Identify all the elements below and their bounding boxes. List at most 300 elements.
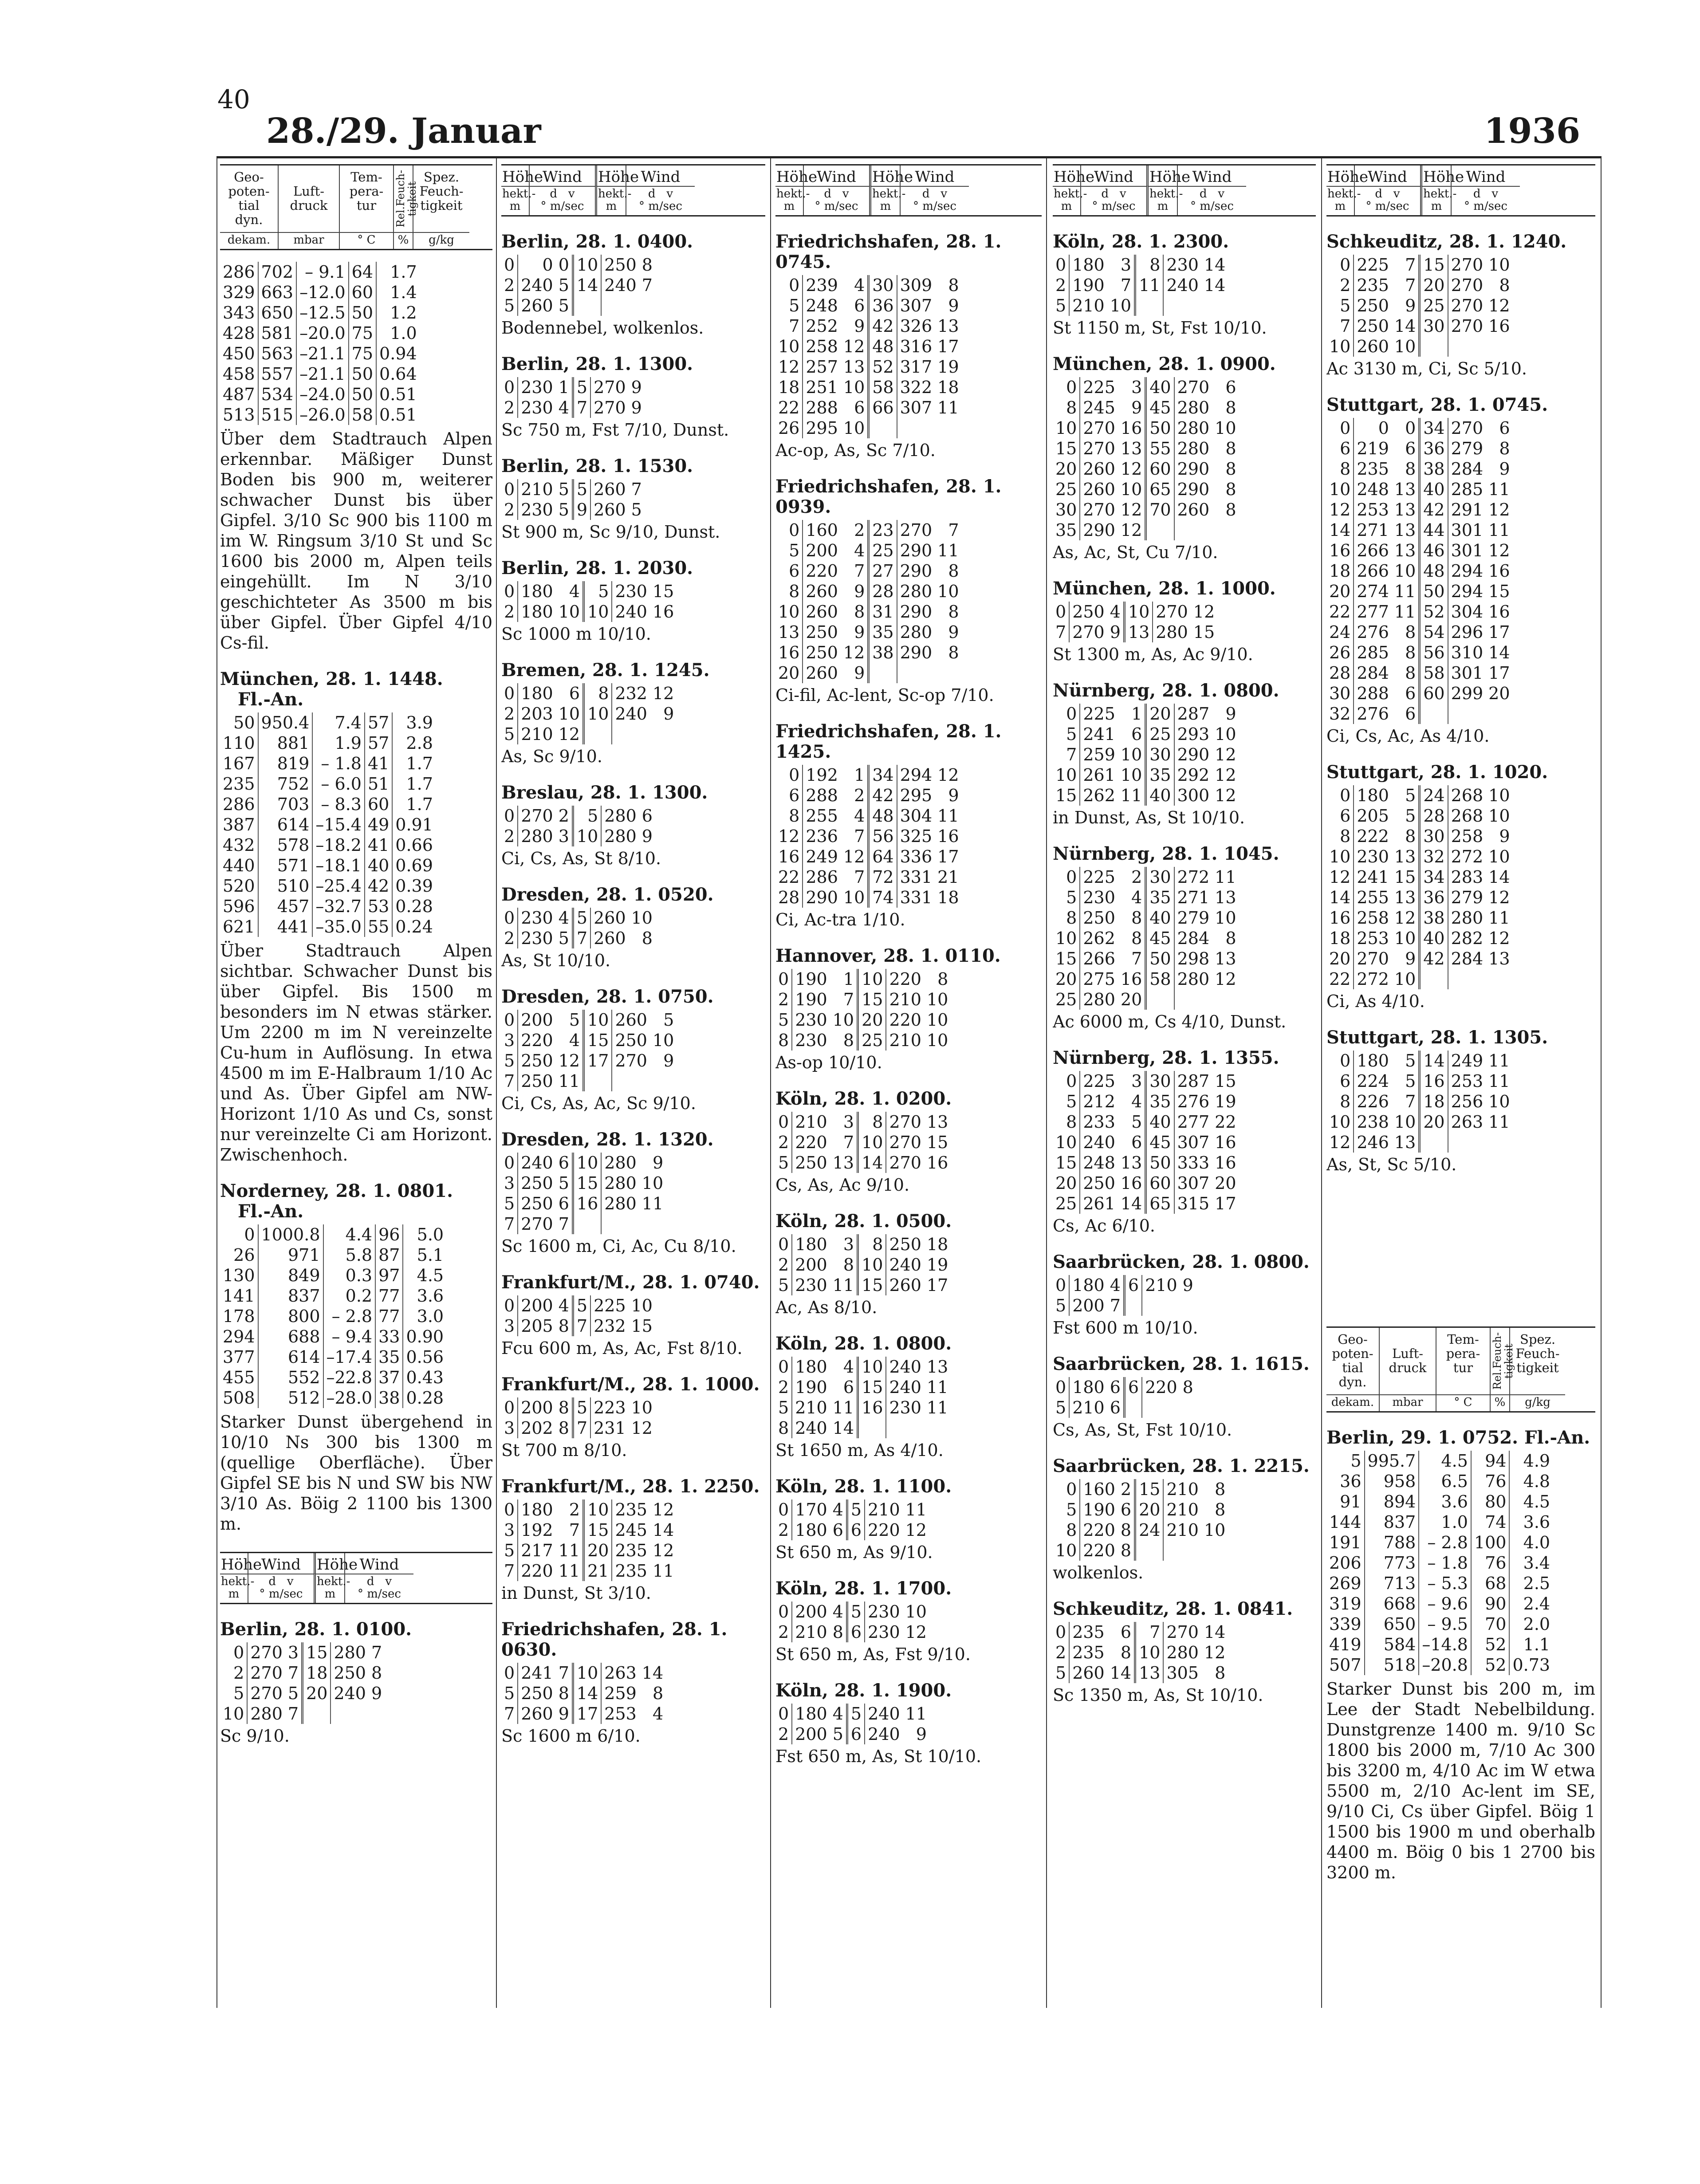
wind-cell: 17 — [573, 1704, 601, 1724]
station-heading: München, 28. 1. 0900. — [1053, 354, 1276, 374]
aero-cell: 40 — [365, 855, 392, 876]
wind-row — [501, 479, 645, 500]
wind-cell: 7 — [1405, 255, 1416, 275]
wind-cell: 260 — [1080, 479, 1118, 500]
weather-note: Ci, Cs, As, Ac, Sc 9/10. — [501, 1094, 696, 1113]
header-temperature: Tem- pera- tur — [340, 165, 394, 232]
wind-row — [1053, 1540, 1228, 1561]
wind-cell: 301 — [1448, 540, 1486, 561]
wind-cell: 14 — [1329, 888, 1351, 907]
wind-cell: 45 — [1146, 1132, 1174, 1153]
wind-cell: 8 — [858, 1234, 886, 1255]
wind-table — [775, 1112, 951, 1173]
wind-cell: 15 — [631, 1316, 653, 1336]
wind-cell: 225 — [1354, 255, 1392, 275]
wind-cell: 225 — [1080, 1071, 1118, 1091]
aero-cell: 3.6 — [1419, 1491, 1471, 1512]
wind-cell: 13 — [937, 316, 959, 336]
weather-note: Ac 6000 m, Cs 4/10, Dunst. — [1053, 1012, 1287, 1031]
wind-cell: 2 — [854, 786, 865, 805]
wind-cell: 10 — [858, 1357, 886, 1377]
wind-cell: 288 — [803, 785, 841, 806]
wind-cell: 287 — [1174, 704, 1212, 724]
wind-cell: 28 — [1329, 663, 1351, 683]
wind-cell: 15 — [1055, 1153, 1077, 1173]
wind-cell: 249 — [803, 846, 841, 867]
wind-cell: 10 — [1120, 480, 1142, 499]
wind-cell: 3 — [504, 1316, 515, 1336]
wind-cell: 15 — [1215, 1071, 1236, 1091]
wind-cell: 12 — [652, 1500, 674, 1519]
wind-cell — [897, 418, 935, 438]
wind-cell: 5 — [832, 1724, 843, 1744]
wind-cell: 200 — [518, 1295, 556, 1316]
aero-cell: 788 — [1365, 1532, 1419, 1553]
wind-cell: 0 — [504, 378, 515, 397]
wind-row — [775, 1418, 951, 1438]
wind-cell: 3 — [558, 826, 569, 846]
wind-cell: 13 — [1120, 1153, 1142, 1173]
wind-cell: 8 — [1340, 826, 1351, 846]
wind-table — [775, 275, 962, 438]
unit-pressure: mbar — [1380, 1394, 1436, 1411]
wind-cell: 5 — [504, 1684, 515, 1703]
wind-cell: 190 — [1069, 275, 1107, 295]
wind-cell: 0 — [1066, 378, 1077, 397]
wind-cell: 11 — [1215, 867, 1236, 887]
wind-cell: 180 — [518, 683, 556, 704]
wind-row — [1053, 1499, 1228, 1520]
aero-cell: 614 — [258, 815, 313, 835]
wind-cell: 203 — [518, 704, 556, 724]
wind-cell: 12 — [1329, 500, 1351, 519]
wind-cell: 2 — [1120, 1480, 1132, 1499]
wind-cell: 20 — [1329, 949, 1351, 968]
wind-row — [1326, 418, 1513, 438]
wind-cell: 10 — [1135, 1642, 1164, 1663]
wind-cell: 15 — [303, 1642, 331, 1663]
aero-cell: 621 — [223, 917, 255, 937]
wind-cell: 7 — [1055, 622, 1066, 642]
wind-cell — [584, 724, 612, 744]
weather-note: Sc 9/10. — [220, 1726, 290, 1746]
wind-cell: 230 — [865, 1622, 903, 1642]
wind-cell: 258 — [1354, 908, 1392, 928]
wind-cell: 13 — [1394, 541, 1416, 560]
wind-cell: 13 — [1120, 439, 1142, 458]
wind-cell: 12 — [1120, 500, 1142, 519]
wind-cell: 6 — [1120, 1622, 1132, 1642]
aero-row — [1326, 1573, 1553, 1594]
wind-cell — [1201, 1540, 1228, 1561]
wind-cell — [369, 1704, 385, 1724]
wind-cell: 11 — [1488, 1071, 1510, 1091]
station-heading: Nürnberg, 28. 1. 1045. — [1053, 843, 1279, 864]
wind-cell: 16 — [1215, 1153, 1236, 1173]
wind-cell: 19 — [926, 1255, 948, 1275]
wind-row — [1326, 867, 1513, 887]
wind-table — [501, 806, 655, 846]
wind-cell: 9 — [652, 1153, 664, 1173]
wind-row — [775, 602, 962, 622]
aero-row — [220, 323, 420, 343]
header-wind: Wind — [1466, 168, 1506, 186]
weather-note: Sc 1000 m 10/10. — [501, 624, 651, 644]
weather-note: As, St 10/10. — [501, 951, 611, 970]
wind-cell: 290 — [803, 887, 841, 908]
wind-row — [1326, 295, 1513, 316]
wind-cell: 260 — [1080, 459, 1118, 479]
wind-cell: 263 — [601, 1663, 639, 1683]
wind-cell: 5 — [778, 1275, 789, 1295]
wind-cell: 260 — [803, 663, 841, 683]
aero-cell: –25.4 — [312, 876, 365, 896]
wind-cell: 15 — [1055, 786, 1077, 805]
wind-table — [501, 479, 645, 520]
aero-cell: 141 — [223, 1286, 255, 1306]
wind-cell: 7 — [504, 1071, 515, 1091]
wind-cell: 180 — [1069, 255, 1107, 275]
column-divider — [1046, 158, 1047, 2008]
unit-height: hekt.- m — [871, 186, 901, 215]
wind-cell: 295 — [803, 418, 841, 438]
wind-cell: 16 — [1488, 561, 1510, 581]
wind-cell: 5 — [1405, 1071, 1416, 1091]
wind-cell: 0 — [504, 1296, 515, 1315]
wind-cell: 6 — [1110, 1398, 1121, 1417]
header-wind: Wind — [248, 1553, 316, 1574]
wind-cell: 190 — [792, 989, 830, 1010]
wind-cell: 13 — [1215, 888, 1236, 907]
aero-cell: 520 — [223, 876, 255, 896]
wind-row — [1053, 969, 1239, 989]
wind-cell: 275 — [1080, 969, 1118, 989]
wind-cell: 280 — [601, 1193, 639, 1214]
wind-cell: 10 — [858, 969, 886, 989]
wind-cell: 220 — [865, 1520, 903, 1540]
aero-cell: 581 — [258, 323, 297, 343]
wind-row — [775, 887, 962, 908]
aero-cell: 0.66 — [392, 835, 436, 855]
wind-cell: 16 — [1215, 1133, 1236, 1152]
wind-row — [501, 602, 677, 622]
wind-cell: 35 — [1146, 1091, 1174, 1112]
aero-cell: 60 — [365, 794, 392, 815]
wind-row — [501, 1316, 655, 1336]
wind-cell: 10 — [843, 888, 865, 907]
aero-cell: 2.8 — [392, 733, 436, 753]
aero-cell: 5.8 — [323, 1245, 376, 1265]
wind-cell: 8 — [1499, 439, 1510, 458]
aero-cell: 35 — [375, 1347, 403, 1367]
aero-row — [220, 896, 436, 917]
wind-cell: 8 — [843, 1031, 854, 1050]
wind-cell: 5 — [504, 1194, 515, 1213]
wind-cell: 8 — [1225, 459, 1236, 479]
station-heading: Dresden, 28. 1. 0750. — [501, 986, 714, 1007]
wind-cell: 248 — [1080, 1153, 1118, 1173]
wind-cell: 284 — [1354, 663, 1392, 683]
aero-row — [220, 835, 436, 855]
wind-cell: 0 — [504, 1500, 515, 1519]
aero-row — [1326, 1491, 1553, 1512]
wind-cell: 4 — [652, 1704, 664, 1724]
column-divider — [1321, 158, 1322, 2008]
wind-cell: 10 — [778, 337, 800, 356]
wind-row — [1053, 1642, 1228, 1663]
weather-note: Ci, Cs, Ac, As 4/10. — [1326, 726, 1490, 746]
station-name: München, 28. 1. 1448. — [220, 668, 443, 689]
aero-cell: 57 — [365, 712, 392, 733]
wind-cell: 7 — [1131, 949, 1142, 968]
wind-cell: 220 — [1080, 1540, 1118, 1561]
header-wind: Wind — [1192, 168, 1232, 186]
wind-cell: 10 — [641, 1173, 664, 1193]
aero-cell: 3.6 — [1509, 1512, 1553, 1532]
aero-cell: 37 — [375, 1367, 403, 1388]
wind-cell: 260 — [1069, 1663, 1107, 1683]
wind-cell: 180 — [792, 1234, 830, 1255]
aero-cell: –28.0 — [323, 1388, 376, 1408]
aero-cell: 2.5 — [1509, 1573, 1553, 1594]
wind-table — [501, 1663, 666, 1724]
wind-cell: 292 — [1174, 765, 1212, 785]
wind-cell: 8 — [1135, 255, 1164, 275]
weather-note: in Dunst, As, St 10/10. — [1053, 808, 1245, 827]
wind-cell: 279 — [1174, 908, 1212, 928]
wind-cell: 258 — [803, 336, 841, 357]
wind-table — [501, 1499, 677, 1581]
wind-table — [1053, 1071, 1239, 1214]
wind-row — [775, 1520, 929, 1540]
wind-cell: 253 — [1354, 928, 1392, 948]
wind-cell: 240 — [518, 275, 556, 295]
wind-row — [1326, 1051, 1513, 1071]
wind-cell: 10 — [1215, 418, 1236, 438]
wind-cell: 11 — [652, 1561, 674, 1581]
wind-cell: 19 — [1215, 1092, 1236, 1111]
wind-cell: 222 — [1354, 826, 1392, 846]
wind-cell: 12 — [631, 1418, 653, 1438]
wind-cell — [650, 724, 677, 744]
column-divider — [496, 158, 497, 2008]
wind-cell: 11 — [1394, 602, 1416, 622]
wind-cell: 317 — [897, 357, 935, 377]
wind-cell: 180 — [792, 1520, 830, 1540]
wind-cell: 18 — [1329, 929, 1351, 948]
aero-cell: 0.90 — [403, 1326, 446, 1347]
column-1 — [220, 164, 492, 1746]
wind-cell: 9 — [631, 378, 642, 397]
wind-cell: 18 — [1329, 561, 1351, 581]
wind-row — [501, 1520, 677, 1540]
wind-cell: 7 — [1120, 275, 1132, 295]
aero-cell: –35.0 — [312, 917, 365, 937]
wind-cell: 8 — [1066, 1520, 1077, 1540]
station-heading: Berlin, 28. 1. 1300. — [501, 354, 693, 374]
wind-cell: 7 — [1135, 1622, 1164, 1642]
aero-row — [220, 712, 436, 733]
wind-cell: 200 — [518, 1010, 556, 1030]
wind-cell: 9 — [948, 786, 959, 805]
wind-cell: 20 — [1329, 582, 1351, 601]
wind-row — [775, 357, 962, 377]
wind-cell: 23 — [869, 520, 897, 540]
wind-cell: 5 — [584, 581, 612, 602]
wind-cell: 219 — [1354, 438, 1392, 459]
wind-cell: 4 — [832, 1704, 843, 1724]
wind-row — [1326, 561, 1513, 581]
wind-cell: 25 — [1146, 724, 1174, 744]
wind-cell: 20 — [1055, 459, 1077, 479]
header-height: Höhe — [316, 1553, 345, 1574]
aero-cell: 1.7 — [392, 753, 436, 774]
wind-cell: 10 — [1055, 1541, 1077, 1560]
wind-table — [501, 1295, 655, 1336]
wind-cell: 190 — [1080, 1499, 1118, 1520]
aero-cell: 60 — [349, 282, 376, 303]
wind-cell: 239 — [803, 275, 841, 295]
wind-cell: 226 — [1354, 1091, 1392, 1112]
aero-cell: –21.1 — [296, 343, 349, 364]
aero-cell: –18.1 — [312, 855, 365, 876]
wind-cell: 11 — [905, 1500, 927, 1519]
wind-cell: 10 — [631, 908, 653, 928]
wind-cell: 11 — [1488, 1051, 1510, 1070]
weather-note: Ac, As 8/10. — [775, 1298, 878, 1317]
wind-cell: 280 — [1163, 1642, 1201, 1663]
wind-cell: 40 — [1420, 479, 1448, 500]
wind-table — [501, 1010, 677, 1091]
wind-cell: 15 — [1420, 255, 1448, 275]
wind-row — [501, 1051, 677, 1071]
wind-cell: 8 — [778, 1418, 789, 1438]
wind-table — [501, 683, 677, 744]
aero-cell: 950.4 — [258, 712, 313, 733]
wind-cell — [935, 663, 961, 683]
aero-row — [220, 774, 436, 794]
wind-row — [1053, 397, 1239, 418]
wind-cell: 15 — [1193, 622, 1215, 642]
wind-cell: 25 — [1055, 1194, 1077, 1213]
wind-cell: 322 — [897, 377, 935, 397]
wind-cell: 259 — [1080, 744, 1118, 765]
wind-row — [501, 1153, 666, 1173]
wind-cell: 7 — [789, 316, 800, 336]
wind-row — [501, 1214, 666, 1234]
wind-cell: 263 — [1448, 1112, 1486, 1132]
aero-cell: 1.7 — [392, 774, 436, 794]
wind-cell: 210 — [1163, 1520, 1201, 1540]
wind-cell: 230 — [1080, 887, 1118, 908]
wind-cell: 283 — [1448, 867, 1486, 887]
wind-cell: 270 — [247, 1683, 285, 1704]
aero-cell: –32.7 — [312, 896, 365, 917]
wind-cell: 4 — [558, 398, 569, 417]
wind-cell: 70 — [1146, 500, 1174, 520]
wind-cell: 10 — [1329, 847, 1351, 866]
wind-cell: 20 — [1120, 990, 1142, 1009]
wind-row — [775, 1357, 951, 1377]
station-heading — [220, 1181, 492, 1222]
wind-row — [1326, 500, 1513, 520]
wind-cell: 240 — [518, 1153, 556, 1173]
aero-cell: 53 — [365, 896, 392, 917]
header-height: Höhe — [1053, 165, 1081, 186]
wind-cell: 44 — [1420, 520, 1448, 540]
wind-cell: 25 — [1055, 990, 1077, 1009]
aero-cell: 0.24 — [392, 917, 436, 937]
wind-cell: 21 — [937, 867, 959, 887]
wind-cell: 8 — [1225, 480, 1236, 499]
wind-cell: 11 — [558, 1541, 580, 1560]
aero-cell: 1.0 — [376, 323, 420, 343]
wind-row — [1326, 887, 1513, 908]
unit-spec-humidity: g/kg — [413, 232, 469, 249]
wind-cell: 9 — [1405, 949, 1416, 968]
aero-cell: 38 — [375, 1388, 403, 1408]
wind-table — [1053, 1275, 1196, 1316]
aero-cell: 773 — [1365, 1553, 1419, 1573]
aero-cell: 64 — [349, 262, 376, 282]
wind-row — [501, 1010, 677, 1030]
wind-cell: 296 — [1448, 622, 1486, 642]
wind-cell: 240 — [1163, 275, 1201, 295]
wind-cell: 11 — [905, 1704, 927, 1724]
station-heading: Friedrichshafen, 28. 1. 0630. — [501, 1619, 728, 1660]
wind-cell: 11 — [1488, 908, 1510, 928]
station-heading: Dresden, 28. 1. 0520. — [501, 884, 714, 905]
wind-cell: 16 — [1120, 418, 1142, 438]
aero-cell: 0.28 — [403, 1388, 446, 1408]
aero-cell: 49 — [365, 815, 392, 835]
wind-cell: 230 — [518, 397, 556, 418]
wind-cell: 10 — [558, 704, 580, 724]
wind-cell — [1163, 295, 1201, 316]
wind-cell: 6 — [854, 296, 865, 315]
wind-cell: 13 — [1394, 500, 1416, 519]
wind-row — [1053, 1622, 1228, 1642]
wind-cell: 2 — [854, 520, 865, 540]
aero-cell: 513 — [223, 405, 255, 425]
wind-cell: 8 — [789, 806, 800, 826]
wind-cell: 15 — [652, 582, 674, 601]
unit-wind: d v ° m/sec — [1452, 186, 1520, 215]
wind-cell: 2 — [778, 1622, 789, 1642]
wind-cell: 36 — [869, 295, 897, 316]
remarks-1: Über dem Stadtrauch Alpen erkennbar. Mäßiger Dunst Boden bis 900 m, weiterer schwacher Dunst bis über Gipfel. 3/10 Sc 900 bis 1100 m im W. Ringsum 3/10 St und Sc 1600 bis 2000 m, Alpen teils eingehüllt. Im N 3/10 geschichteter As 3500 m bis über Gipfel. Über Gipfel 4/10 Cs-fil. — [220, 429, 492, 653]
wind-cell: 307 — [1174, 1132, 1212, 1153]
wind-cell: 11 — [937, 806, 959, 826]
header-height: Höhe — [1422, 165, 1452, 186]
wind-cell: 6 — [1124, 1275, 1142, 1295]
wind-row — [1326, 928, 1513, 948]
wind-cell: 9 — [854, 663, 865, 683]
aero-cell: 2.0 — [1509, 1614, 1553, 1634]
wind-cell: 2 — [558, 806, 569, 826]
wind-cell: 10 — [1055, 1133, 1077, 1152]
aero-cell: 144 — [1329, 1512, 1362, 1532]
aero-cell: 4.8 — [1509, 1471, 1553, 1491]
weather-note: As, Ac, St, Cu 7/10. — [1053, 543, 1218, 562]
wind-cell: 20 — [778, 663, 800, 683]
wind-row — [1326, 846, 1513, 867]
wind-row — [1326, 520, 1513, 540]
wind-row — [775, 336, 962, 357]
unit-wind: d v ° m/sec — [1355, 186, 1422, 215]
wind-cell: 18 — [926, 1235, 948, 1254]
wind-cell: 15 — [926, 1133, 948, 1152]
